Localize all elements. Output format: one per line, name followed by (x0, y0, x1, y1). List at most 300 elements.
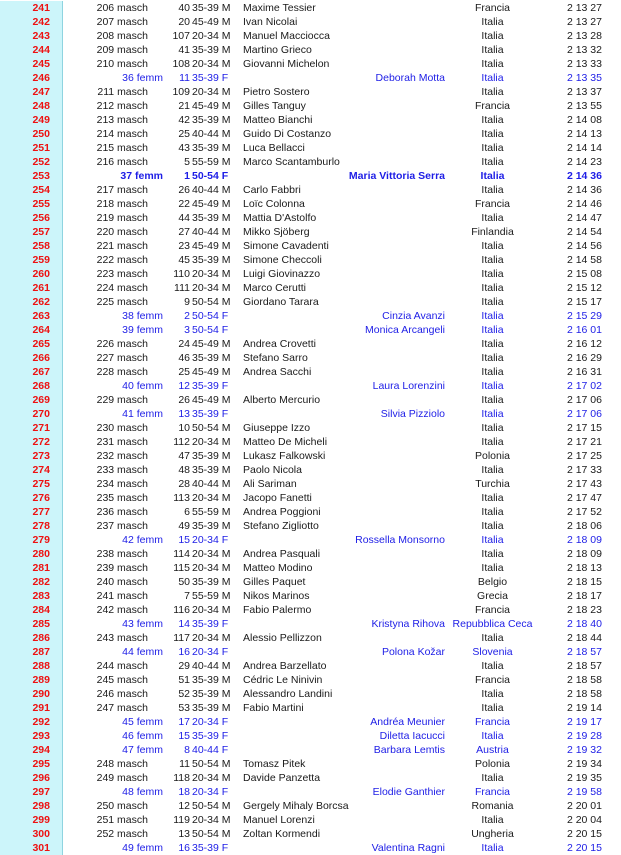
age-category: 50-54 M (192, 800, 231, 812)
gender-rank: 36 femm (122, 72, 163, 84)
finish-time: 2 17 47 (566, 492, 602, 504)
overall-position: 298 (32, 800, 50, 812)
overall-position: 289 (32, 674, 50, 686)
gender-rank: 215 masch (96, 142, 148, 154)
runner-name: Paolo Nicola (243, 464, 302, 476)
category-rank: 2 (184, 310, 190, 322)
category-rank: 24 (178, 338, 190, 350)
runner-name: Matteo Bianchi (243, 114, 313, 126)
age-category: 45-49 M (192, 198, 231, 210)
overall-position: 277 (32, 506, 50, 518)
age-category: 35-39 M (192, 464, 231, 476)
table-row (0, 491, 621, 505)
age-category: 35-39 F (192, 730, 229, 742)
nationality: Italia (481, 72, 504, 84)
category-rank: 46 (178, 352, 190, 364)
gender-rank: 231 masch (96, 436, 148, 448)
nationality: Italia (481, 310, 504, 322)
runner-name: Barbara Lemtis (373, 744, 445, 756)
runner-name: Loïc Colonna (243, 198, 305, 210)
category-rank: 107 (172, 30, 190, 42)
overall-position: 249 (32, 114, 50, 126)
finish-time: 2 14 58 (566, 254, 602, 266)
runner-name: Carlo Fabbri (243, 184, 301, 196)
category-rank: 7 (184, 590, 190, 602)
nationality: Italia (481, 534, 504, 546)
table-row (0, 43, 621, 57)
gender-rank: 224 masch (96, 282, 148, 294)
table-row (0, 449, 621, 463)
runner-name: Giovanni Michelon (243, 58, 330, 70)
runner-name: Ivan Nicolai (243, 16, 298, 28)
table-row (0, 575, 621, 589)
finish-time: 2 15 17 (566, 296, 602, 308)
age-category: 20-34 F (192, 534, 229, 546)
nationality: Francia (474, 2, 510, 14)
table-row (0, 673, 621, 687)
overall-position: 257 (32, 226, 50, 238)
gender-rank: 226 masch (96, 338, 148, 350)
overall-position: 261 (32, 282, 50, 294)
overall-position: 244 (32, 44, 50, 56)
finish-time: 2 18 40 (566, 618, 602, 630)
age-category: 20-34 M (192, 814, 231, 826)
age-category: 55-59 M (192, 156, 231, 168)
finish-time: 2 17 06 (566, 394, 602, 406)
category-rank: 117 (173, 632, 190, 644)
gender-rank: 38 femm (122, 310, 163, 322)
category-rank: 50 (178, 576, 190, 588)
nationality: Repubblica Ceca (452, 618, 533, 630)
category-rank: 14 (178, 618, 190, 630)
overall-position: 291 (32, 702, 50, 714)
gender-rank: 251 masch (96, 814, 148, 826)
category-rank: 109 (172, 86, 190, 98)
table-row (0, 309, 621, 323)
gender-rank: 248 masch (96, 758, 148, 770)
gender-rank: 252 masch (96, 828, 148, 840)
overall-position: 283 (32, 590, 50, 602)
overall-position: 263 (32, 310, 50, 322)
nationality: Francia (474, 716, 510, 728)
nationality: Francia (474, 786, 510, 798)
overall-position: 264 (32, 324, 50, 336)
runner-name: Gergely Mihaly Borcsa (243, 800, 349, 812)
table-row (0, 659, 621, 673)
overall-position: 285 (32, 618, 50, 630)
table-row (0, 225, 621, 239)
nationality: Italia (481, 338, 504, 350)
age-category: 40-44 M (192, 478, 231, 490)
overall-position: 278 (32, 520, 50, 532)
category-rank: 116 (173, 604, 190, 616)
runner-name: Gilles Tanguy (243, 100, 306, 112)
finish-time: 2 13 27 (566, 2, 602, 14)
category-rank: 53 (178, 702, 190, 714)
table-row (0, 715, 621, 729)
finish-time: 2 16 12 (566, 338, 602, 350)
age-category: 40-44 M (192, 660, 231, 672)
age-category: 35-39 F (192, 72, 229, 84)
table-row (0, 239, 621, 253)
table-row (0, 393, 621, 407)
nationality: Italia (481, 730, 504, 742)
finish-time: 2 18 58 (566, 688, 602, 700)
table-row (0, 295, 621, 309)
runner-name: Marco Cerutti (243, 282, 307, 294)
runner-name: Jacopo Fanetti (243, 492, 312, 504)
category-rank: 29 (178, 660, 190, 672)
gender-rank: 249 masch (96, 772, 148, 784)
category-rank: 42 (178, 114, 190, 126)
gender-rank: 223 masch (96, 268, 148, 280)
gender-rank: 234 masch (96, 478, 148, 490)
age-category: 20-34 M (192, 772, 231, 784)
runner-name: Giuseppe Izzo (243, 422, 311, 434)
age-category: 20-34 M (192, 548, 231, 560)
age-category: 50-54 M (192, 828, 231, 840)
runner-name: Luca Bellacci (243, 142, 305, 154)
nationality: Belgio (477, 576, 508, 588)
category-rank: 22 (178, 198, 190, 210)
category-rank: 15 (178, 730, 190, 742)
table-row (0, 169, 621, 183)
age-category: 35-39 M (192, 254, 231, 266)
runner-name: Andrea Barzellato (243, 660, 327, 672)
nationality: Francia (474, 674, 510, 686)
runner-name: Kristyna Rihova (371, 618, 445, 630)
nationality: Italia (481, 114, 504, 126)
nationality: Italia (481, 422, 504, 434)
gender-rank: 247 masch (96, 702, 148, 714)
runner-name: Cédric Le Ninivin (243, 674, 323, 686)
category-rank: 5 (184, 156, 190, 168)
nationality: Finlandia (471, 226, 514, 238)
nationality: Turchia (475, 478, 510, 490)
finish-time: 2 15 12 (566, 282, 602, 294)
gender-rank: 46 femm (122, 730, 163, 742)
finish-time: 2 14 14 (566, 142, 602, 154)
category-rank: 21 (178, 100, 190, 112)
table-row (0, 337, 621, 351)
category-rank: 8 (184, 744, 190, 756)
table-row (0, 687, 621, 701)
nationality: Italia (481, 408, 504, 420)
overall-position: 301 (32, 842, 50, 854)
age-category: 50-54 F (192, 310, 229, 322)
nationality: Italia (481, 58, 504, 70)
runner-name: Mattia D'Astolfo (243, 212, 317, 224)
category-rank: 11 (179, 72, 190, 84)
table-row (0, 379, 621, 393)
gender-rank: 213 masch (96, 114, 148, 126)
age-category: 20-34 M (192, 58, 231, 70)
nationality: Italia (481, 688, 504, 700)
category-rank: 12 (178, 380, 190, 392)
age-category: 35-39 F (192, 618, 229, 630)
gender-rank: 238 masch (96, 548, 148, 560)
age-category: 35-39 M (192, 702, 231, 714)
finish-time: 2 18 13 (566, 562, 602, 574)
overall-position: 282 (32, 576, 50, 588)
finish-time: 2 14 47 (566, 212, 602, 224)
table-row (0, 841, 621, 855)
nationality: Italia (481, 702, 504, 714)
runner-name: Davide Panzetta (243, 772, 321, 784)
nationality: Italia (481, 842, 504, 854)
nationality: Italia (481, 86, 504, 98)
age-category: 20-34 F (192, 716, 229, 728)
gender-rank: 243 masch (96, 632, 148, 644)
finish-time: 2 18 57 (566, 646, 602, 658)
finish-time: 2 14 13 (566, 128, 602, 140)
gender-rank: 208 masch (96, 30, 148, 42)
gender-rank: 47 femm (122, 744, 163, 756)
gender-rank: 244 masch (96, 660, 148, 672)
overall-position: 297 (32, 786, 50, 798)
gender-rank: 236 masch (96, 506, 148, 518)
overall-position: 256 (32, 212, 50, 224)
runner-name: Ali Sariman (243, 478, 297, 490)
runner-name: Monica Arcangeli (365, 324, 445, 336)
table-row (0, 323, 621, 337)
overall-position: 270 (32, 408, 50, 420)
category-rank: 48 (178, 464, 190, 476)
runner-name: Andréa Meunier (370, 716, 445, 728)
nationality: Italia (481, 268, 504, 280)
nationality: Italia (481, 142, 504, 154)
table-row (0, 183, 621, 197)
gender-rank: 233 masch (96, 464, 148, 476)
runner-name: Stefano Sarro (243, 352, 308, 364)
table-row (0, 729, 621, 743)
overall-position: 286 (32, 632, 50, 644)
nationality: Romania (471, 800, 514, 812)
finish-time: 2 17 52 (566, 506, 602, 518)
category-rank: 27 (178, 226, 190, 238)
age-category: 35-39 M (192, 142, 231, 154)
age-category: 20-34 F (192, 646, 229, 658)
age-category: 20-34 M (192, 562, 231, 574)
category-rank: 10 (178, 422, 190, 434)
runner-name: Maxime Tessier (243, 2, 316, 14)
overall-position: 254 (32, 184, 50, 196)
category-rank: 45 (178, 254, 190, 266)
age-category: 35-39 M (192, 450, 231, 462)
runner-name: Elodie Ganthier (372, 786, 445, 798)
finish-time: 2 17 02 (566, 380, 602, 392)
table-row (0, 589, 621, 603)
age-category: 20-34 M (192, 86, 231, 98)
category-rank: 12 (178, 800, 190, 812)
runner-name: Lukasz Falkowski (243, 450, 326, 462)
category-rank: 115 (173, 562, 190, 574)
age-category: 35-39 M (192, 576, 231, 588)
age-category: 45-49 M (192, 394, 231, 406)
overall-position: 293 (32, 730, 50, 742)
table-row (0, 99, 621, 113)
gender-rank: 221 masch (96, 240, 148, 252)
finish-time: 2 17 43 (566, 478, 602, 490)
runner-name: Manuel Macciocca (243, 30, 330, 42)
age-category: 35-39 M (192, 688, 231, 700)
gender-rank: 44 femm (122, 646, 163, 658)
age-category: 50-54 M (192, 296, 231, 308)
nationality: Slovenia (472, 646, 513, 658)
age-category: 55-59 M (192, 590, 231, 602)
nationality: Italia (481, 548, 504, 560)
finish-time: 2 19 34 (566, 758, 602, 770)
gender-rank: 212 masch (96, 100, 148, 112)
age-category: 55-59 M (192, 506, 231, 518)
gender-rank: 37 femm (120, 170, 163, 182)
overall-position: 295 (32, 758, 50, 770)
nationality: Italia (481, 562, 504, 574)
overall-position: 275 (32, 478, 50, 490)
overall-position: 245 (32, 58, 50, 70)
finish-time: 2 15 29 (566, 310, 602, 322)
category-rank: 9 (184, 296, 190, 308)
runner-name: Alessio Pellizzon (243, 632, 322, 644)
overall-position: 288 (32, 660, 50, 672)
overall-position: 271 (32, 422, 50, 434)
age-category: 35-39 M (192, 674, 231, 686)
finish-time: 2 19 35 (566, 772, 602, 784)
gender-rank: 222 masch (96, 254, 148, 266)
overall-position: 266 (32, 352, 50, 364)
runner-name: Martino Grieco (243, 44, 312, 56)
table-row (0, 505, 621, 519)
category-rank: 113 (173, 492, 190, 504)
table-row (0, 477, 621, 491)
category-rank: 3 (184, 324, 190, 336)
finish-time: 2 19 58 (566, 786, 602, 798)
finish-time: 2 13 37 (566, 86, 602, 98)
finish-time: 2 14 54 (566, 226, 602, 238)
category-rank: 40 (178, 2, 190, 14)
finish-time: 2 13 55 (566, 100, 602, 112)
gender-rank: 209 masch (96, 44, 148, 56)
age-category: 35-39 M (192, 114, 231, 126)
table-row (0, 463, 621, 477)
nationality: Italia (481, 324, 504, 336)
finish-time: 2 14 36 (566, 170, 602, 182)
category-rank: 23 (178, 240, 190, 252)
gender-rank: 210 masch (96, 58, 148, 70)
nationality: Italia (481, 632, 504, 644)
runner-name: Laura Lorenzini (372, 380, 445, 392)
nationality: Italia (481, 394, 504, 406)
overall-position: 247 (32, 86, 50, 98)
category-rank: 13 (178, 408, 190, 420)
category-rank: 51 (178, 674, 190, 686)
table-row (0, 827, 621, 841)
table-row (0, 141, 621, 155)
overall-position: 284 (32, 604, 50, 616)
finish-time: 2 18 09 (566, 548, 602, 560)
table-row (0, 435, 621, 449)
gender-rank: 227 masch (96, 352, 148, 364)
overall-position: 265 (32, 338, 50, 350)
age-category: 20-34 M (192, 282, 231, 294)
nationality: Austria (476, 744, 509, 756)
runner-name: Manuel Lorenzi (243, 814, 315, 826)
nationality: Italia (481, 492, 504, 504)
table-row (0, 281, 621, 295)
nationality: Francia (474, 198, 510, 210)
table-row (0, 29, 621, 43)
finish-time: 2 13 35 (566, 72, 602, 84)
table-row (0, 757, 621, 771)
finish-time: 2 16 29 (566, 352, 602, 364)
overall-position: 260 (32, 268, 50, 280)
category-rank: 114 (173, 548, 190, 560)
age-category: 35-39 M (192, 2, 231, 14)
gender-rank: 207 masch (96, 16, 148, 28)
finish-time: 2 13 28 (566, 30, 602, 42)
nationality: Italia (481, 254, 504, 266)
runner-name: Andrea Poggioni (243, 506, 321, 518)
runner-name: Alessandro Landini (243, 688, 333, 700)
gender-rank: 230 masch (96, 422, 148, 434)
runner-name: Alberto Mercurio (243, 394, 321, 406)
overall-position: 280 (32, 548, 50, 560)
category-rank: 41 (178, 44, 190, 56)
category-rank: 52 (178, 688, 190, 700)
finish-time: 2 18 23 (566, 604, 602, 616)
finish-time: 2 14 36 (566, 184, 602, 196)
age-category: 40-44 F (192, 744, 229, 756)
nationality: Polonia (474, 758, 511, 770)
overall-position: 273 (32, 450, 50, 462)
overall-position: 259 (32, 254, 50, 266)
age-category: 45-49 M (192, 16, 231, 28)
age-category: 50-54 F (192, 170, 229, 182)
table-row (0, 743, 621, 757)
table-row (0, 15, 621, 29)
finish-time: 2 14 23 (566, 156, 602, 168)
runner-name: Marco Scantamburlo (243, 156, 340, 168)
runner-name: Deborah Motta (375, 72, 445, 84)
finish-time: 2 17 21 (566, 436, 602, 448)
gender-rank: 206 masch (96, 2, 148, 14)
nationality: Italia (481, 240, 504, 252)
age-category: 20-34 M (192, 268, 231, 280)
gender-rank: 242 masch (96, 604, 148, 616)
overall-position: 262 (32, 296, 50, 308)
overall-position: 279 (32, 534, 50, 546)
gender-rank: 220 masch (96, 226, 148, 238)
nationality: Italia (480, 170, 505, 182)
finish-time: 2 18 06 (566, 520, 602, 532)
category-rank: 11 (179, 758, 190, 770)
nationality: Italia (481, 184, 504, 196)
table-row (0, 197, 621, 211)
category-rank: 20 (178, 16, 190, 28)
runner-name: Maria Vittoria Serra (348, 170, 445, 182)
overall-position: 243 (32, 30, 50, 42)
runner-name: Giordano Tarara (243, 296, 319, 308)
runner-name: Valentina Ragni (371, 842, 445, 854)
nationality: Italia (481, 282, 504, 294)
table-row (0, 127, 621, 141)
overall-position: 269 (32, 394, 50, 406)
category-rank: 28 (178, 478, 190, 490)
overall-position: 299 (32, 814, 50, 826)
finish-time: 2 19 14 (566, 702, 602, 714)
runner-name: Pietro Sostero (243, 86, 310, 98)
overall-position: 251 (32, 142, 50, 154)
